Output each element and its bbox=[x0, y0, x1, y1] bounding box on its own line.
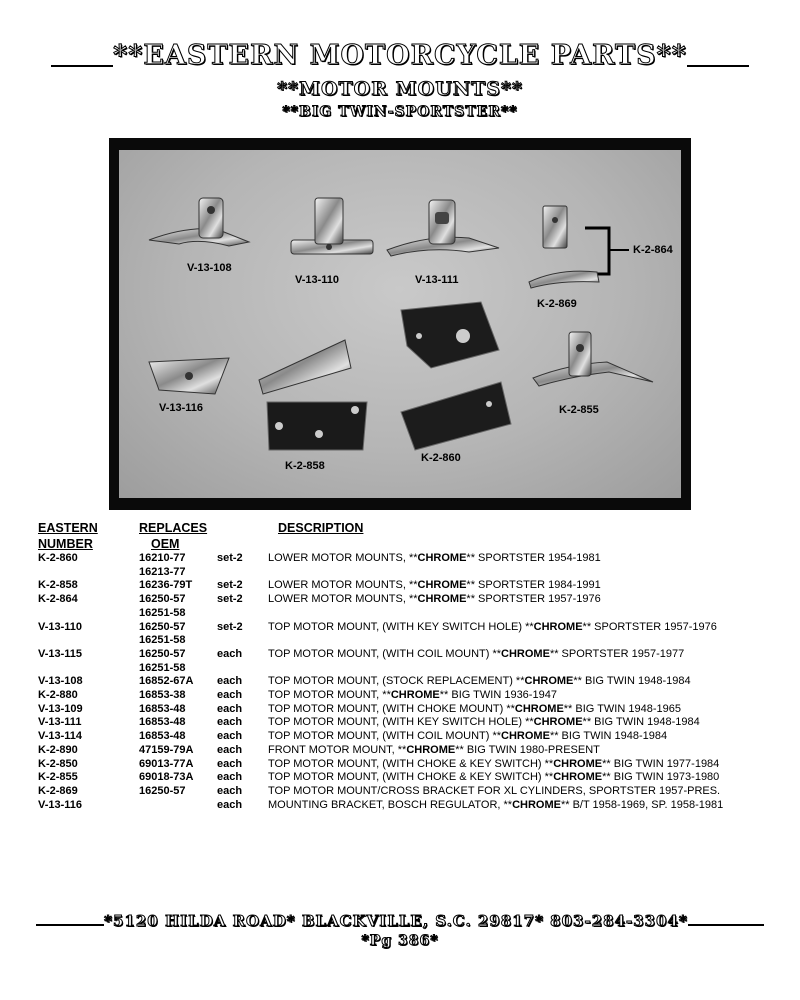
part-k-2-869 bbox=[529, 271, 599, 288]
description-text-tail: ** SPORTSTER 1957-1977 bbox=[549, 647, 685, 660]
description-text: TOP MOTOR MOUNT, (WITH CHOKE & KEY SWITCH) ** bbox=[268, 771, 554, 784]
header-rule-right bbox=[687, 65, 749, 67]
description-text-tail: ** BIG TWIN 1936-1947 bbox=[439, 689, 557, 702]
quantity bbox=[217, 634, 268, 648]
description bbox=[268, 799, 778, 813]
quantity: each bbox=[217, 675, 243, 688]
quantity: each bbox=[217, 730, 243, 743]
product-photo bbox=[109, 138, 691, 510]
table-row bbox=[38, 579, 778, 593]
table-row bbox=[38, 648, 778, 662]
description-text: LOWER MOTOR MOUNTS, ** bbox=[268, 593, 418, 606]
part-k-2-864 bbox=[543, 206, 629, 274]
chrome-finish-label: CHROME bbox=[417, 552, 467, 564]
parts-table-body bbox=[38, 552, 778, 812]
photo-label: K-2-858 bbox=[285, 460, 325, 472]
part-number: K-2-864 bbox=[38, 593, 78, 606]
motor-mount-parts-illustration bbox=[119, 150, 681, 498]
table-row bbox=[38, 771, 778, 785]
oem-number: 16250-57 bbox=[139, 784, 186, 797]
photo-label: V-13-116 bbox=[159, 402, 204, 414]
table-row bbox=[38, 552, 778, 566]
oem-number: 69013-77A bbox=[139, 757, 194, 770]
part-number: V-13-109 bbox=[38, 702, 83, 715]
page-subtitle: **MOTOR MOUNTS** bbox=[277, 78, 523, 100]
description bbox=[268, 771, 778, 785]
quantity: set-2 bbox=[217, 552, 243, 564]
oem-number: 16250-57 bbox=[139, 593, 186, 606]
part-v-13-111 bbox=[387, 200, 499, 256]
description-text-tail: ** SPORTSTER 1957-1976 bbox=[582, 620, 717, 633]
description-text: TOP MOTOR MOUNT, (WITH CHOKE MOUNT) ** bbox=[268, 702, 515, 715]
quantity bbox=[217, 607, 268, 621]
oem-number: 16853-48 bbox=[139, 716, 186, 729]
photo-label: V-13-108 bbox=[187, 262, 232, 274]
part-number: V-13-108 bbox=[38, 675, 83, 688]
photo-label: V-13-110 bbox=[295, 274, 340, 286]
description-text: FRONT MOTOR MOUNT, ** bbox=[268, 743, 407, 756]
chrome-finish-label: CHROME bbox=[524, 675, 574, 688]
table-row bbox=[38, 675, 778, 689]
part-v-13-110 bbox=[291, 198, 373, 254]
header-rule-left bbox=[51, 65, 113, 67]
quantity: each bbox=[217, 716, 243, 729]
description bbox=[268, 621, 778, 635]
product-photo-backdrop bbox=[119, 150, 681, 498]
part-number bbox=[38, 662, 139, 676]
description bbox=[268, 675, 778, 689]
table-row bbox=[38, 689, 778, 703]
part-k-2-860 bbox=[401, 302, 511, 450]
description bbox=[268, 648, 778, 662]
quantity bbox=[217, 566, 268, 580]
part-number: V-13-115 bbox=[38, 647, 83, 660]
description-text: MOUNTING BRACKET, BOSCH REGULATOR, ** bbox=[268, 798, 513, 811]
quantity: each bbox=[217, 771, 243, 784]
oem-number: 16236-79T bbox=[139, 579, 193, 592]
photo-label: K-2-869 bbox=[537, 298, 577, 310]
quantity: each bbox=[217, 647, 243, 660]
description-text-tail: ** BIG TWIN 1948-1984 bbox=[582, 716, 700, 729]
description bbox=[268, 758, 778, 772]
chrome-finish-label: CHROME bbox=[512, 798, 561, 811]
chrome-finish-label: CHROME bbox=[553, 757, 603, 770]
part-number bbox=[38, 566, 139, 580]
quantity: each bbox=[217, 689, 243, 702]
part-number: V-13-111 bbox=[38, 716, 82, 729]
oem-number: 16251-58 bbox=[139, 634, 186, 647]
description-text: TOP MOTOR MOUNT, ** bbox=[268, 689, 391, 702]
photo-label: K-2-864 bbox=[633, 244, 673, 256]
description-text: TOP MOTOR MOUNT, (STOCK REPLACEMENT) ** bbox=[268, 675, 525, 688]
oem-number: 69018-73A bbox=[139, 771, 194, 784]
quantity: set-2 bbox=[217, 620, 243, 633]
description-text: TOP MOTOR MOUNT, (WITH CHOKE & KEY SWITCH) ** bbox=[268, 757, 554, 770]
oem-number bbox=[139, 799, 217, 813]
part-number: K-2-855 bbox=[38, 771, 78, 784]
quantity: each bbox=[217, 784, 243, 797]
description-text: TOP MOTOR MOUNT, (WITH COIL MOUNT) ** bbox=[268, 730, 502, 743]
description-text: TOP MOTOR MOUNT, (WITH KEY SWITCH HOLE) ** bbox=[268, 620, 534, 633]
oem-number: 16213-77 bbox=[139, 565, 186, 578]
description bbox=[268, 689, 778, 703]
photo-label: K-2-860 bbox=[421, 452, 461, 464]
part-v-13-108 bbox=[149, 198, 249, 246]
description bbox=[268, 552, 778, 566]
oem-number: 16250-57 bbox=[139, 647, 186, 660]
description bbox=[268, 607, 778, 621]
footer-rule-left bbox=[36, 924, 104, 926]
description-text-tail: ** BIG TWIN 1948-1965 bbox=[563, 702, 681, 715]
table-row bbox=[38, 799, 778, 813]
quantity: each bbox=[217, 798, 243, 811]
chrome-finish-label: CHROME bbox=[553, 771, 603, 784]
page-title: **EASTERN MOTORCYCLE PARTS** bbox=[113, 40, 687, 71]
oem-number: 16251-58 bbox=[139, 661, 186, 674]
photo-label: K-2-855 bbox=[559, 404, 599, 416]
description bbox=[268, 716, 778, 730]
chrome-finish-label: CHROME bbox=[514, 702, 564, 715]
chrome-finish-label: CHROME bbox=[406, 743, 456, 756]
table-row bbox=[38, 634, 778, 648]
description-text-tail: ** BIG TWIN 1973-1980 bbox=[602, 771, 720, 784]
part-number: K-2-850 bbox=[38, 757, 78, 770]
oem-number: 16210-77 bbox=[139, 552, 186, 564]
col-header-description: DESCRIPTION bbox=[278, 521, 364, 535]
table-row bbox=[38, 744, 778, 758]
table-row bbox=[38, 662, 778, 676]
quantity: each bbox=[217, 743, 243, 756]
table-row bbox=[38, 758, 778, 772]
table-row bbox=[38, 730, 778, 744]
part-number: V-13-114 bbox=[38, 730, 83, 743]
footer bbox=[0, 912, 800, 930]
description bbox=[268, 730, 778, 744]
table-header-row bbox=[38, 520, 778, 536]
description-text: TOP MOTOR MOUNT, (WITH COIL MOUNT) ** bbox=[268, 647, 502, 660]
quantity: set-2 bbox=[217, 593, 243, 606]
description-text-tail: ** B/T 1958-1969, SP. 1958-1981 bbox=[560, 798, 724, 811]
description-text-tail: ** BIG TWIN 1980-PRESENT bbox=[455, 743, 600, 756]
table-row bbox=[38, 716, 778, 730]
description bbox=[268, 566, 778, 580]
description bbox=[268, 593, 778, 607]
part-number bbox=[38, 634, 139, 648]
chrome-finish-label: CHROME bbox=[501, 730, 550, 743]
quantity: each bbox=[217, 757, 243, 770]
oem-number: 16853-48 bbox=[139, 702, 186, 715]
photo-label: V-13-111 bbox=[415, 274, 459, 286]
col-header-eastern: EASTERN bbox=[38, 521, 98, 535]
description-text-tail: ** BIG TWIN 1977-1984 bbox=[602, 757, 720, 770]
chrome-finish-label: CHROME bbox=[417, 593, 467, 606]
quantity bbox=[217, 662, 268, 676]
description-text: LOWER MOTOR MOUNTS, ** bbox=[268, 579, 418, 592]
part-number: K-2-860 bbox=[38, 552, 78, 564]
table-row bbox=[38, 785, 778, 799]
part-k-2-855 bbox=[533, 332, 653, 386]
chrome-finish-label: CHROME bbox=[417, 579, 467, 592]
oem-number: 16250-57 bbox=[139, 620, 186, 633]
table-row bbox=[38, 703, 778, 717]
col-header-oem: OEM bbox=[151, 537, 180, 551]
col-header-number: NUMBER bbox=[38, 537, 93, 551]
chrome-finish-label: CHROME bbox=[501, 647, 550, 660]
part-number: K-2-880 bbox=[38, 689, 78, 702]
col-header-replaces: REPLACES bbox=[139, 521, 208, 535]
table-row bbox=[38, 593, 778, 607]
description bbox=[268, 744, 778, 758]
table-header-row-2 bbox=[38, 536, 778, 552]
description bbox=[268, 662, 778, 676]
table-row bbox=[38, 607, 778, 621]
oem-number: 47159-79A bbox=[139, 743, 194, 756]
part-number bbox=[38, 607, 139, 621]
description bbox=[268, 785, 778, 799]
description bbox=[268, 579, 778, 593]
description-text: LOWER MOTOR MOUNTS, ** bbox=[268, 552, 418, 564]
description-text-tail: ** SPORTSTER 1957-1976 bbox=[466, 593, 601, 606]
part-v-13-116 bbox=[149, 358, 229, 394]
page-header bbox=[0, 40, 800, 71]
description-text-tail: ** SPORTSTER 1954-1981 bbox=[466, 552, 601, 564]
page-subtitle-2: **BIG TWIN-SPORTSTER** bbox=[282, 104, 518, 120]
oem-number: 16852-67A bbox=[139, 675, 194, 688]
parts-table bbox=[38, 520, 778, 812]
part-number: V-13-110 bbox=[38, 620, 83, 633]
oem-number: 16853-38 bbox=[139, 689, 186, 702]
description bbox=[268, 634, 778, 648]
page-number: *Pg 386* bbox=[361, 933, 439, 949]
footer-rule-right bbox=[688, 924, 764, 926]
description-text-tail: ** BIG TWIN 1948-1984 bbox=[573, 675, 691, 688]
quantity: each bbox=[217, 702, 243, 715]
description bbox=[268, 703, 778, 717]
chrome-finish-label: CHROME bbox=[533, 620, 583, 633]
part-number: K-2-858 bbox=[38, 579, 78, 592]
footer-address: *5120 HILDA ROAD* BLACKVILLE, S.C. 29817* 803-284-3304* bbox=[104, 912, 688, 930]
table-row bbox=[38, 621, 778, 635]
part-k-2-858 bbox=[259, 340, 367, 450]
description-text: TOP MOTOR MOUNT/CROSS BRACKET FOR XL CYLINDERS, SPORTSTER 1957-PRES. bbox=[268, 784, 721, 797]
oem-number: 16853-48 bbox=[139, 730, 186, 743]
part-number: V-13-116 bbox=[38, 798, 83, 811]
part-number: K-2-869 bbox=[38, 784, 78, 797]
part-number: K-2-890 bbox=[38, 743, 78, 756]
chrome-finish-label: CHROME bbox=[533, 716, 583, 729]
quantity: set-2 bbox=[217, 579, 243, 592]
description-text: TOP MOTOR MOUNT, (WITH KEY SWITCH HOLE) ** bbox=[268, 716, 534, 729]
chrome-finish-label: CHROME bbox=[390, 689, 440, 702]
description-text-tail: ** BIG TWIN 1948-1984 bbox=[549, 730, 668, 743]
description-text-tail: ** SPORTSTER 1984-1991 bbox=[466, 579, 601, 592]
table-row bbox=[38, 566, 778, 580]
oem-number: 16251-58 bbox=[139, 606, 186, 619]
